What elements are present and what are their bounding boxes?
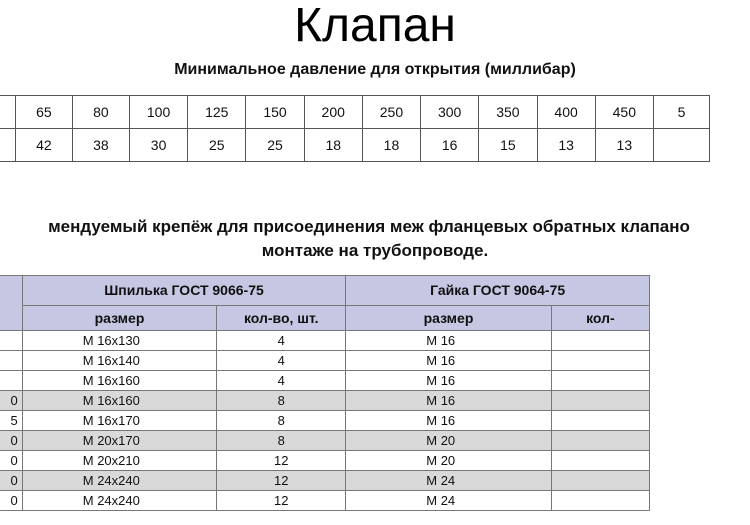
size-cell: 150 xyxy=(246,96,304,129)
diameter-cell: 0 xyxy=(0,451,22,471)
table-row xyxy=(0,471,650,491)
stud-qty-cell: 12 xyxy=(217,451,346,471)
size-cell xyxy=(0,96,15,129)
diameter-cell xyxy=(0,351,22,371)
diameter-cell: 0 xyxy=(0,491,22,511)
stud-size-cell: М 16х130 xyxy=(22,331,216,351)
nut-size-header: размер xyxy=(346,306,551,331)
table-row xyxy=(0,411,650,431)
stud-size-cell: М 16х140 xyxy=(22,351,216,371)
nut-qty-cell xyxy=(551,431,649,451)
nut-qty-header: кол- xyxy=(551,306,649,331)
pressure-cell: 30 xyxy=(129,129,187,162)
size-cell: 65 xyxy=(15,96,72,129)
nut-qty-cell xyxy=(551,391,649,411)
size-cell: 350 xyxy=(479,96,537,129)
pressure-cell: 42 xyxy=(15,129,72,162)
size-cell: 100 xyxy=(129,96,187,129)
table-row xyxy=(0,451,650,471)
fasteners-heading-line-2: монтаже на трубопроводе. xyxy=(261,241,489,260)
stud-size-cell: М 16х170 xyxy=(22,411,216,431)
size-cell: 450 xyxy=(595,96,653,129)
nut-size-cell: М 24 xyxy=(346,491,551,511)
stud-qty-cell: 4 xyxy=(217,351,346,371)
table-row xyxy=(0,491,650,511)
pressure-cell: 25 xyxy=(188,129,246,162)
stud-size-cell: М 16х160 xyxy=(22,371,216,391)
stud-qty-cell: 4 xyxy=(217,371,346,391)
size-cell: 400 xyxy=(537,96,595,129)
size-cell: 200 xyxy=(304,96,362,129)
diameter-cell: 0 xyxy=(0,431,22,451)
diameter-header xyxy=(0,276,22,331)
table-header-row xyxy=(0,276,650,306)
page-title: Клапан xyxy=(294,0,456,52)
pressure-cell: 16 xyxy=(421,129,479,162)
size-cell: 5 xyxy=(653,96,709,129)
nut-size-cell: М 20 xyxy=(346,431,551,451)
pressure-cell xyxy=(653,129,709,162)
fasteners-table xyxy=(0,275,650,511)
fasteners-heading-line-1: мендуемый крепёж для присоединения меж фланцевых обратных клапано xyxy=(48,217,690,236)
stud-size-cell: М 20х170 xyxy=(22,431,216,451)
nut-qty-cell xyxy=(551,411,649,431)
stud-size-cell: М 24х240 xyxy=(22,491,216,511)
nut-size-cell: М 20 xyxy=(346,451,551,471)
nut-size-cell: М 24 xyxy=(346,471,551,491)
size-cell: 80 xyxy=(72,96,129,129)
pressure-cell: 18 xyxy=(362,129,420,162)
table-row xyxy=(0,391,650,411)
pressure-cell: 38 xyxy=(72,129,129,162)
nut-header: Гайка ГОСТ 9064-75 xyxy=(346,276,650,306)
stud-qty-cell: 8 xyxy=(217,391,346,411)
nut-qty-cell xyxy=(551,471,649,491)
size-cell: 250 xyxy=(362,96,420,129)
pressure-subtitle: Минимальное давление для открытия (миллибар) xyxy=(174,61,576,78)
diameter-cell: 5 xyxy=(0,411,22,431)
diameter-cell: 0 xyxy=(0,471,22,491)
nut-size-cell: М 16 xyxy=(346,351,551,371)
stud-size-cell: М 24х240 xyxy=(22,471,216,491)
nut-qty-cell xyxy=(551,351,649,371)
nut-qty-cell xyxy=(551,451,649,471)
nut-size-cell: М 16 xyxy=(346,391,551,411)
stud-qty-cell: 8 xyxy=(217,431,346,451)
stud-size-cell: М 16х160 xyxy=(22,391,216,411)
pressure-cell: 25 xyxy=(246,129,304,162)
table-row xyxy=(0,431,650,451)
pressure-table xyxy=(0,95,710,162)
stud-qty-cell: 12 xyxy=(217,491,346,511)
size-cell: 125 xyxy=(188,96,246,129)
table-subheader-row xyxy=(0,306,650,331)
stud-qty-cell: 8 xyxy=(217,411,346,431)
stud-qty-cell: 12 xyxy=(217,471,346,491)
table-row xyxy=(0,351,650,371)
pressure-cell: 13 xyxy=(537,129,595,162)
stud-size-cell: М 20х210 xyxy=(22,451,216,471)
nut-size-cell: М 16 xyxy=(346,371,551,391)
table-row xyxy=(0,331,650,351)
stud-header: Шпилька ГОСТ 9066-75 xyxy=(22,276,345,306)
nut-size-cell: М 16 xyxy=(346,411,551,431)
nut-qty-cell xyxy=(551,331,649,351)
size-cell: 300 xyxy=(421,96,479,129)
size-row xyxy=(0,96,710,129)
diameter-cell xyxy=(0,331,22,351)
stud-qty-cell: 4 xyxy=(217,331,346,351)
stud-size-header: размер xyxy=(22,306,216,331)
pressure-cell: 18 xyxy=(304,129,362,162)
pressure-cell: 13 xyxy=(595,129,653,162)
nut-qty-cell xyxy=(551,371,649,391)
diameter-cell xyxy=(0,371,22,391)
pressure-cell xyxy=(0,129,15,162)
nut-size-cell: М 16 xyxy=(346,331,551,351)
pressure-cell: 15 xyxy=(479,129,537,162)
table-row xyxy=(0,371,650,391)
stud-qty-header: кол-во, шт. xyxy=(217,306,346,331)
diameter-cell: 0 xyxy=(0,391,22,411)
nut-qty-cell xyxy=(551,491,649,511)
pressure-row xyxy=(0,129,710,162)
